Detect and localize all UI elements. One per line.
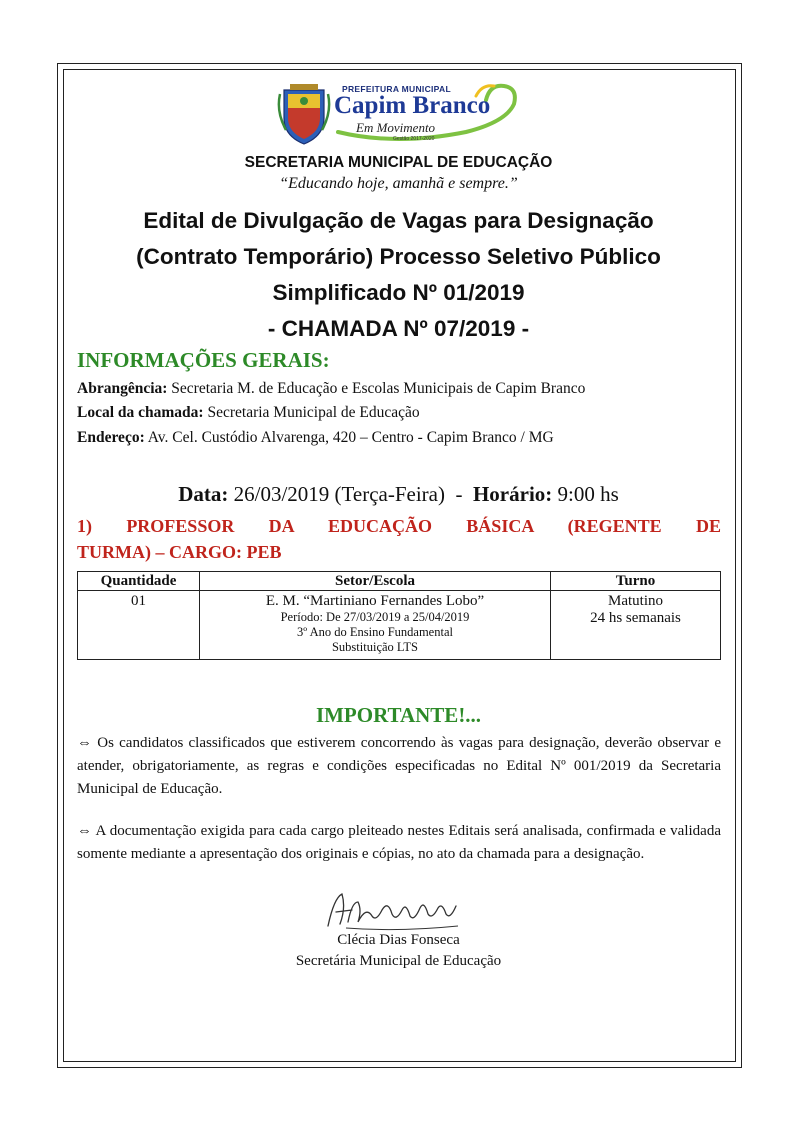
chamada-line: - CHAMADA Nº 07/2019 - — [267, 316, 530, 341]
info-local — [77, 404, 727, 422]
logo-city-name: Capim Branco — [334, 92, 491, 119]
escola-substituicao: Substituição LTS — [331, 640, 418, 654]
local-value: Secretaria Municipal de Educação — [203, 404, 420, 421]
carga-value: 24 hs semanais — [590, 610, 681, 626]
important-heading: IMPORTANTE!... — [315, 703, 482, 727]
escola-ano: 3º Ano do Ensino Fundamental — [297, 625, 453, 639]
prefeitura-logo — [276, 82, 526, 148]
info-abrangencia — [77, 380, 727, 398]
cell-turno — [551, 591, 721, 660]
logo-gestao: Gestão 2017-2020 — [393, 136, 435, 142]
important-paragraph-2: ⇔ A documentação exigida para cada cargo pleiteado nestes Editais será analisada, confirmada e validada somente mediante a apresentação dos originais e cópias, no ato da chamada para a designação. — [77, 823, 721, 862]
table-header-row — [78, 572, 721, 591]
signatory-role: Secretária Municipal de Educação — [295, 953, 502, 969]
cell-quantidade: 01 — [78, 591, 200, 660]
edital-title-line: Edital de Divulgação de Vagas para Designação — [143, 208, 654, 233]
local-label: Local da chamada: — [77, 404, 204, 421]
escola-periodo: Período: De 27/03/2019 a 25/04/2019 — [280, 610, 470, 624]
col-quantidade: Quantidade — [78, 572, 200, 591]
edital-title-line: (Contrato Temporário) Processo Seletivo Público — [136, 244, 661, 269]
col-setor-escola: Setor/Escola — [200, 572, 551, 591]
turno-value: Matutino — [608, 593, 663, 609]
logo-prefeitura-text: PREFEITURA MUNICIPAL — [342, 84, 451, 94]
endereco-label: Endereço: — [77, 429, 145, 446]
schedule-line — [63, 482, 734, 507]
col-turno: Turno — [551, 572, 721, 591]
cell-escola — [200, 591, 551, 660]
handwritten-signature — [318, 888, 468, 936]
data-label: Data: — [178, 482, 229, 506]
horario-value: 9:00 hs — [552, 482, 619, 506]
table-row — [78, 591, 721, 660]
info-heading: INFORMAÇÕES GERAIS: — [77, 348, 330, 372]
edital-title — [63, 203, 734, 347]
escola-name: E. M. “Martiniano Fernandes Lobo” — [265, 593, 485, 609]
info-endereco — [77, 429, 727, 447]
motto: “Educando hoje, amanhã e sempre.” — [279, 175, 518, 192]
important-paragraph-1: ⇔ Os candidatos classificados que estiverem concorrendo às vagas para designação, deverão observar e atender, obrigatoriamente, as regras e condições especificadas no Edital Nº 001/2019 da Secretaria Municipal de Educação. — [77, 735, 721, 797]
abrangencia-label: Abrangência: — [77, 380, 168, 397]
role-title-line2: TURMA) – CARGO: PEB — [77, 542, 282, 562]
signatory-name: Clécia Dias Fonseca — [337, 932, 460, 948]
edital-title-line: Simplificado Nº 01/2019 — [272, 280, 525, 305]
horario-label: Horário: — [472, 482, 553, 506]
data-value: 26/03/2019 (Terça-Feira) - — [228, 482, 473, 506]
role-title-line1: 1) PROFESSOR DA EDUCAÇÃO BÁSICA (REGENTE DE — [77, 516, 721, 536]
logo-slogan: Em Movimento — [356, 120, 436, 135]
vagas-table — [77, 571, 721, 660]
secretaria-title: SECRETARIA MUNICIPAL DE EDUCAÇÃO — [244, 154, 553, 171]
endereco-value: Av. Cel. Custódio Alvarenga, 420 – Centro - Capim Branco / MG — [144, 429, 554, 446]
abrangencia-value: Secretaria M. de Educação e Escolas Municipais de Capim Branco — [167, 380, 586, 397]
